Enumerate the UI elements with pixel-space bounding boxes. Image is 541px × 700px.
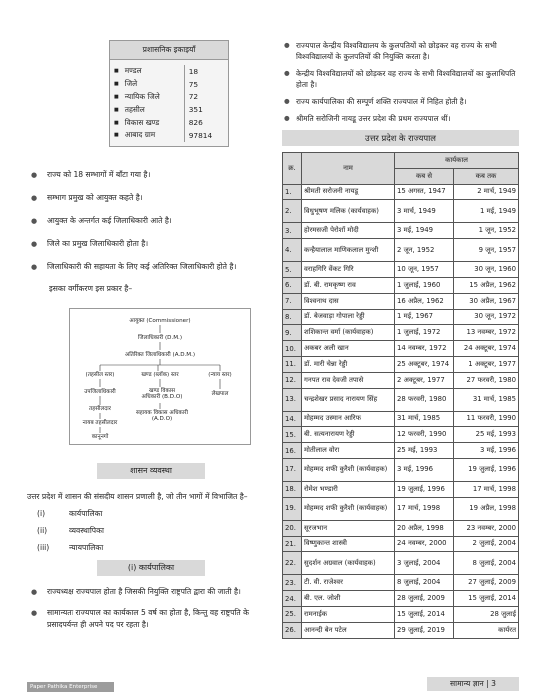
term-to: 23 नवम्बर, 2000 [454, 520, 519, 536]
term-from: 19 जुलाई, 1996 [395, 481, 454, 497]
row-number: 17. [283, 458, 302, 481]
node-lekhpal: लेखपाल [211, 390, 229, 397]
term-to: 25 मई, 1993 [454, 427, 519, 443]
table-row [283, 481, 519, 497]
governor-name: टी. वी. राजेश्वर [302, 575, 395, 591]
part-numeral: (ii) [37, 525, 48, 535]
list-item: ● सम्भाग प्रमुख को आयुक्त कहते है। [27, 192, 275, 204]
row-number: 13. [283, 388, 302, 411]
governor-name: अकबर अली खान [302, 341, 395, 357]
term-from: 20 अप्रैल, 1998 [395, 520, 454, 536]
node-naib-tehsildar: नायब तहसीलदार [82, 419, 118, 426]
list-item: ● सामान्यतः राज्यपाल का कार्यकाल 5 वर्ष का होता है, किन्तु वह राष्ट्रपति के प्रसादपर्यन्त ही अपने पद पर रहता है। [27, 607, 275, 631]
list-item: ● जिलाधिकारी की सहायता के लिए कई अतिरिक्त जिलाधिकारी होते है। [27, 261, 275, 273]
table-row [110, 78, 228, 91]
table-row [283, 184, 519, 200]
row-number: 9. [283, 325, 302, 341]
row-number: 25. [283, 606, 302, 622]
list-item: ● राज्य को 18 सम्भागों में बाँटा गया है। [27, 169, 275, 181]
governor-name: रामनाईक [302, 606, 395, 622]
node-sdm: उपजिलाधिकारी [84, 388, 116, 395]
row-number: 19. [283, 497, 302, 520]
admin-unit-name: ■ न्यायिक जिले [110, 91, 184, 104]
list-item: ● श्रीमति सरोजिनी नायडू उत्तर प्रदेश की प्रथम राज्यपाल थीं। [282, 113, 519, 124]
term-from: 17 मार्च, 1998 [395, 497, 454, 520]
hierarchy-diagram [69, 308, 251, 445]
governor-name: डॉ. बेजवाड़ा गोपाला रेड्डी [302, 309, 395, 325]
governors-table-body [283, 184, 519, 638]
row-number: 2. [283, 200, 302, 223]
admin-unit-name: ■ विकास खण्ड [110, 116, 184, 129]
table-row [283, 497, 519, 520]
row-number: 18. [283, 481, 302, 497]
list-item: ● आयुक्त के अन्तर्गत कई जिलाधिकारी आते है। [27, 215, 275, 227]
governor-name: बी. एल. जोशी [302, 591, 395, 607]
admin-unit-count: 18 [188, 66, 199, 76]
row-number: 15. [283, 427, 302, 443]
admin-units-table [110, 65, 228, 142]
list-item: ● जिले का प्रमुख जिलाधिकारी होता है। [27, 238, 275, 250]
node-block-level: खण्ड (ब्लॉक) स्तर [141, 371, 179, 378]
term-from: 10 जून, 1957 [395, 262, 454, 278]
term-from: 28 जुलाई, 2009 [395, 591, 454, 607]
term-from: 16 अप्रैल, 1962 [395, 293, 454, 309]
governor-name: सुदर्शन अग्रवाल (कार्यवाहक) [302, 552, 395, 575]
node-adm: अतिरिक्त जिलाधिकारी (A.D.M.) [124, 351, 196, 358]
term-to: 28 जुलाई [454, 606, 519, 622]
governor-name: मोहम्मद उस्मान आरिफ [302, 411, 395, 427]
term-to: 19 अप्रैल, 1998 [454, 497, 519, 520]
node-ado: सहायक विकास अधिकारी (A.D.O) [135, 409, 189, 423]
term-to: 1 जून, 1952 [454, 223, 519, 239]
table-row [283, 520, 519, 536]
table-row [283, 536, 519, 552]
row-number: 21. [283, 536, 302, 552]
term-from: 24 नवम्बर, 2000 [395, 536, 454, 552]
term-to: 2 जुलाई, 2004 [454, 536, 519, 552]
governance-intro: उत्तर प्रदेश में शासन की संसदीय शासन प्रणाली है, जो तीन भागों में विभाजित है– [27, 491, 248, 501]
term-to: 30 जून, 1960 [454, 262, 519, 278]
node-tehsil-level: (तहसील स्तर) [85, 371, 115, 378]
row-number: 7. [283, 293, 302, 309]
governor-name: आनन्दी बेन पटेल [302, 622, 395, 638]
term-from: 3 मई, 1996 [395, 458, 454, 481]
row-number: 1. [283, 184, 302, 200]
admin-unit-name: ■ तहसील [110, 103, 184, 116]
table-row [110, 91, 228, 104]
table-row [283, 293, 519, 309]
term-to: 2 मार्च, 1949 [454, 184, 519, 200]
governor-name: मोतीलाल वोरा [302, 443, 395, 459]
list-item: ● राज्य कार्यपालिका की सम्पूर्ण शक्ति राज्यपाल में निहित होती है। [282, 96, 519, 107]
admin-units-box [109, 40, 229, 147]
term-to: 31 मार्च, 1985 [454, 388, 519, 411]
term-from: 25 मई, 1993 [395, 443, 454, 459]
table-row [283, 388, 519, 411]
term-to: 1 मई, 1949 [454, 200, 519, 223]
table-row [283, 591, 519, 607]
row-number: 6. [283, 277, 302, 293]
part-numeral: (i) [37, 508, 46, 518]
table-row [283, 325, 519, 341]
table-row [283, 443, 519, 459]
term-from: 3 मई, 1949 [395, 223, 454, 239]
term-from: 1 मई, 1967 [395, 309, 454, 325]
node-nyay-level: (न्याय स्तर) [208, 371, 232, 378]
governor-name: गनपत राव देवजी तपासे [302, 372, 395, 388]
row-number: 23. [283, 575, 302, 591]
governance-parts [27, 509, 275, 553]
node-kanungo: कानूनगो [91, 433, 109, 440]
term-from: 1 जुलाई, 1960 [395, 277, 454, 293]
executive-bullets [27, 586, 275, 631]
governor-name: वराहगिरि वेंकट गिरि [302, 262, 395, 278]
governor-name: विधुभूषण मलिक (कार्यवाहक) [302, 200, 395, 223]
governor-name: रोमेश भण्डारी [302, 481, 395, 497]
term-to: 30 अप्रैल, 1967 [454, 293, 519, 309]
row-number: 12. [283, 372, 302, 388]
admin-unit-count: 97814 [188, 130, 213, 140]
term-to: 27 जुलाई, 2009 [454, 575, 519, 591]
table-row [283, 427, 519, 443]
term-from: 15 अगस्त, 1947 [395, 184, 454, 200]
governance-title: शासन व्यवस्था [97, 463, 205, 479]
term-from: 28 फरवरी, 1980 [395, 388, 454, 411]
term-to: 8 जुलाई, 2004 [454, 552, 519, 575]
term-from: 14 नवम्बर, 1972 [395, 341, 454, 357]
table-row [283, 622, 519, 638]
term-from: 31 मार्च, 1985 [395, 411, 454, 427]
list-item [37, 543, 275, 553]
publisher-badge: Paper Pathika Enterprise [27, 682, 114, 692]
list-item: ● केन्द्रीय विश्वविद्यालयों को छोड़कर वह राज्य के सभी विश्वविद्यालयों का कुलाधिपति होता है। [282, 68, 519, 90]
row-number: 8. [283, 309, 302, 325]
table-row [283, 277, 519, 293]
term-to: 13 नवम्बर, 1972 [454, 325, 519, 341]
governor-facts [282, 40, 519, 124]
list-item: ● राज्यध्यक्ष राज्यपाल होता है जिसकी नियुक्ति राष्ट्रपति द्वारा की जाती है। [27, 586, 275, 598]
governor-name: श्रीमती सरोजनी नायडू [302, 184, 395, 200]
admin-unit-name: ■ आबाद ग्राम [110, 129, 184, 142]
row-number: 26. [283, 622, 302, 638]
row-number: 11. [283, 356, 302, 372]
admin-units-title: प्रशासनिक इकाइयाँ [110, 41, 228, 60]
term-from: 2 अक्टूबर, 1977 [395, 372, 454, 388]
term-from: 8 जुलाई, 2004 [395, 575, 454, 591]
table-row [283, 309, 519, 325]
table-header-row [283, 153, 519, 169]
term-to: 11 फरवरी, 1990 [454, 411, 519, 427]
admin-unit-count: 72 [188, 92, 199, 102]
admin-unit-name: ■ जिले [110, 78, 184, 91]
term-to: 9 जून, 1957 [454, 239, 519, 262]
row-number: 14. [283, 411, 302, 427]
table-row [283, 372, 519, 388]
term-to: 1 अक्टूबर, 1977 [454, 356, 519, 372]
part-numeral: (iii) [37, 542, 50, 552]
term-to: 15 अप्रैल, 1962 [454, 277, 519, 293]
row-number: 22. [283, 552, 302, 575]
term-from: 1 जुलाई, 1972 [395, 325, 454, 341]
table-row [283, 200, 519, 223]
governor-name: सूरजभान [302, 520, 395, 536]
executive-title: (i) कार्यपालिका [97, 560, 205, 576]
right-column [282, 40, 519, 639]
row-number: 24. [283, 591, 302, 607]
row-number: 16. [283, 443, 302, 459]
governors-table-title: उत्तर प्रदेश के राज्यपाल [282, 130, 519, 146]
governor-name: होरमसजी पेरोशॉ मोदी [302, 223, 395, 239]
left-column [27, 40, 275, 640]
term-to: 19 जुलाई, 1996 [454, 458, 519, 481]
term-to: 27 फरवरी, 1980 [454, 372, 519, 388]
table-row [110, 116, 228, 129]
row-number: 20. [283, 520, 302, 536]
admin-unit-count: 75 [188, 79, 199, 89]
part-label: व्यवस्थापिका [69, 525, 104, 535]
table-row [283, 606, 519, 622]
table-row [110, 65, 228, 78]
term-to: 3 मई, 1996 [454, 443, 519, 459]
list-item [37, 526, 275, 536]
term-from: 15 जुलाई, 2014 [395, 606, 454, 622]
row-number: 5. [283, 262, 302, 278]
governor-name: कन्हैयालाल माणिकलाल मुन्शी [302, 239, 395, 262]
governor-name: विष्णुकान्त शास्त्री [302, 536, 395, 552]
governor-name: डॉ. मारी चेन्ना रेड्डी [302, 356, 395, 372]
term-from: 12 फरवरी, 1990 [395, 427, 454, 443]
governor-name: मोहम्मद शफी कुरैशी (कार्यवाहक) [302, 497, 395, 520]
col-header-no: क्र. [283, 153, 302, 185]
term-to: 17 मार्च, 1998 [454, 481, 519, 497]
col-header-name: नाम [302, 153, 395, 185]
governor-name: डॉ. बी. रामकृष्ण राव [302, 277, 395, 293]
admin-unit-name: ■ मण्डल [110, 65, 184, 78]
admin-bullets [27, 169, 275, 273]
node-commissioner: आयुक्त (Commissioner) [129, 317, 191, 324]
table-row [283, 552, 519, 575]
table-row [283, 411, 519, 427]
term-from: 3 मार्च, 1949 [395, 200, 454, 223]
admin-unit-count: 351 [188, 105, 203, 115]
part-label: न्यायपालिका [69, 542, 104, 552]
node-dm: जिलाधिकारी (D.M.) [137, 334, 183, 341]
table-row [283, 223, 519, 239]
part-label: कार्यपालिका [69, 508, 103, 518]
table-row [283, 458, 519, 481]
node-tehsildar: तहसीलदार [89, 405, 111, 412]
row-number: 3. [283, 223, 302, 239]
governor-name: विश्वनाथ दास [302, 293, 395, 309]
classification-intro: इसका वर्गीकरण इस प्रकार है– [49, 283, 133, 293]
list-item [37, 509, 275, 519]
admin-unit-count: 826 [188, 118, 203, 128]
table-row [110, 103, 228, 116]
governor-name: शशिकान्त वर्मा (कार्यवाहक) [302, 325, 395, 341]
governor-name: मोहम्मद शफी कुरैशी (कार्यवाहक) [302, 458, 395, 481]
page-label: सामान्य ज्ञान | 3 [427, 677, 519, 691]
row-number: 10. [283, 341, 302, 357]
table-row [110, 129, 228, 142]
list-item: ● राज्यपाल केन्द्रीय विश्वविद्यालय के कुलपतियों को छोड़कर वह राज्य के सभी विश्वविद्यालयों के कुलपतियों की नियुक्ति करता है। [282, 40, 519, 62]
table-row [283, 575, 519, 591]
node-bdo: खण्ड विकास अधिकारी (B.D.O) [141, 387, 183, 401]
term-from: 25 अक्टूबर, 1974 [395, 356, 454, 372]
table-row [283, 356, 519, 372]
term-from: 2 जून, 1952 [395, 239, 454, 262]
table-row [283, 341, 519, 357]
governors-table [282, 152, 519, 639]
col-header-from: कब से [395, 168, 454, 184]
term-to: कार्यरत [454, 622, 519, 638]
governor-name: बी. सत्यनारायण रेड्डी [302, 427, 395, 443]
row-number: 4. [283, 239, 302, 262]
governor-name: चन्द्रशेखर प्रसाद नारायण सिंह [302, 388, 395, 411]
term-to: 30 जून, 1972 [454, 309, 519, 325]
table-row [283, 262, 519, 278]
col-header-term: कार्यकाल [395, 153, 519, 169]
term-from: 29 जुलाई, 2019 [395, 622, 454, 638]
term-to: 15 जुलाई, 2014 [454, 591, 519, 607]
term-to: 24 अक्टूबर, 1974 [454, 341, 519, 357]
col-header-to: कब तक [454, 168, 519, 184]
term-from: 3 जुलाई, 2004 [395, 552, 454, 575]
table-row [283, 239, 519, 262]
